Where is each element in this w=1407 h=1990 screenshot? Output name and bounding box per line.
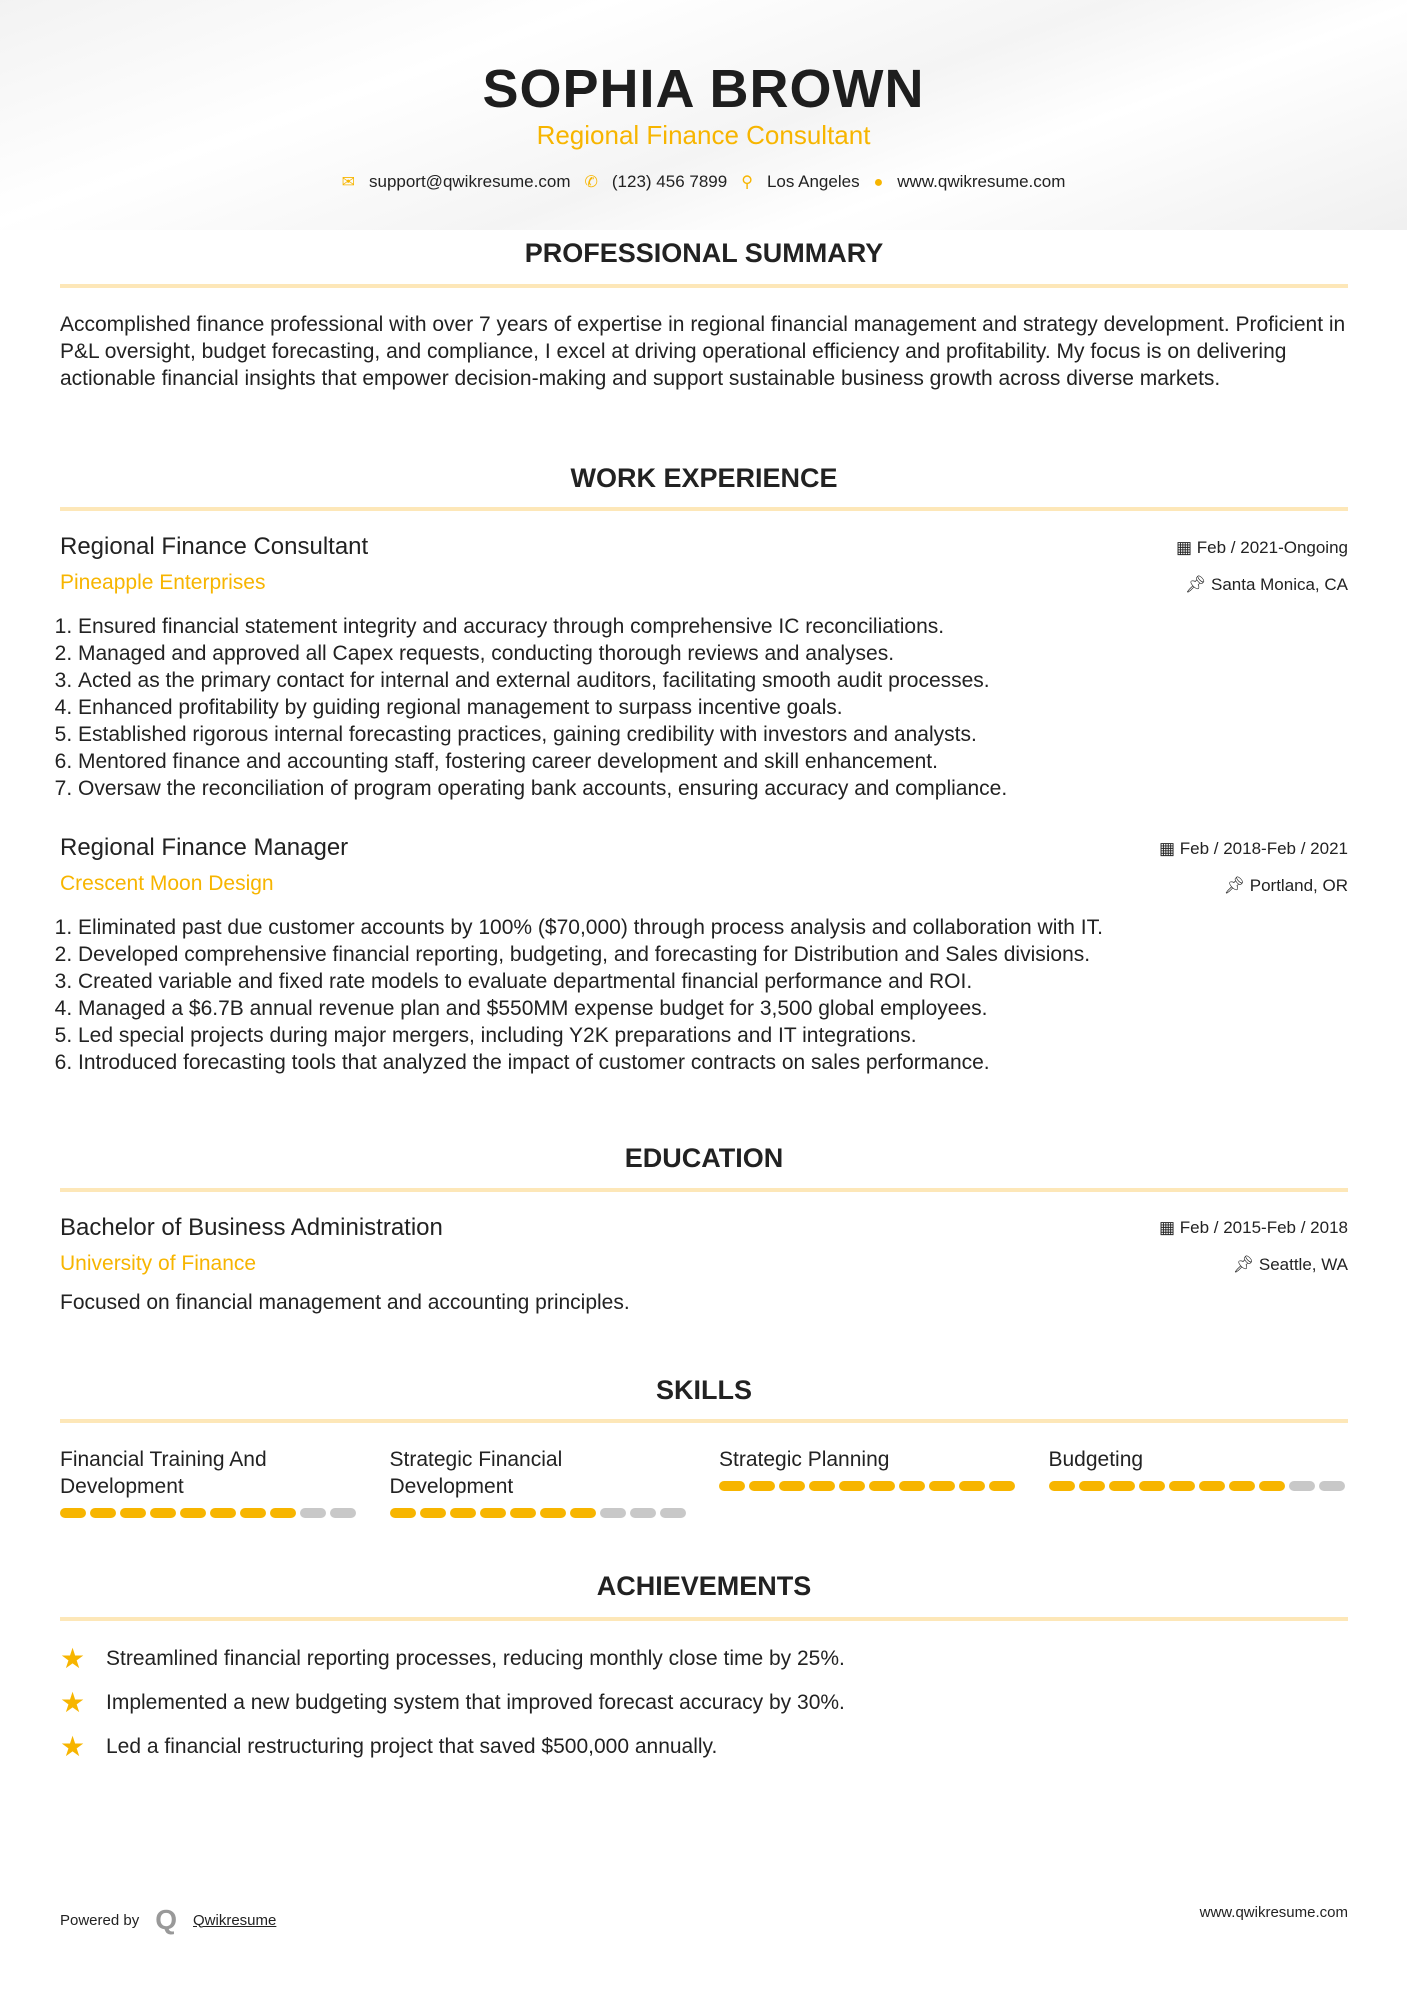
skill-item xyxy=(60,1446,360,1518)
divider xyxy=(60,1617,1348,1621)
education-description: Focused on financial management and accounting principles. xyxy=(60,1291,630,1314)
section-heading-education: EDUCATION xyxy=(624,1143,784,1173)
skill-name: Financial Training And Development xyxy=(60,1448,267,1498)
achievement-item xyxy=(60,1686,845,1719)
section-heading-experience: WORK EXPERIENCE xyxy=(570,463,838,493)
school: University of Finance xyxy=(60,1252,257,1275)
skill-level-dot xyxy=(150,1508,176,1518)
footer-brand xyxy=(60,1904,276,1936)
skill-item xyxy=(1049,1446,1349,1518)
skill-name: Budgeting xyxy=(1048,1448,1144,1471)
globe-icon: ● xyxy=(873,174,884,191)
section-heading-summary: PROFESSIONAL SUMMARY xyxy=(524,238,884,268)
star-icon: ★ xyxy=(60,1687,86,1718)
achievement-text: Led a financial restructuring project that saved $500,000 annually. xyxy=(106,1734,718,1758)
skill-level-dot xyxy=(959,1481,985,1491)
list-item: 5. Led special projects during major mergers, including Y2K preparations and IT integrations. xyxy=(78,1022,1348,1049)
list-item: 6. Introduced forecasting tools that analyzed the impact of customer contracts on sales performance. xyxy=(78,1049,1348,1076)
achievement-text: Implemented a new budgeting system that improved forecast accuracy by 30%. xyxy=(106,1690,845,1714)
dates-text: Feb / 2021-Ongoing xyxy=(1196,538,1348,557)
skill-item xyxy=(719,1446,1019,1518)
skill-level-dot xyxy=(60,1508,86,1518)
skill-level-dot xyxy=(1289,1481,1315,1491)
skill-level-dot xyxy=(660,1508,686,1518)
powered-by-label: Powered by xyxy=(60,1911,140,1929)
candidate-title: Regional Finance Consultant xyxy=(536,120,871,150)
list-item: 3. Created variable and fixed rate models to evaluate departmental financial performance and ROI. xyxy=(78,968,1348,995)
list-item: 6. Mentored finance and accounting staff, fostering career development and skill enhancement. xyxy=(78,748,1348,775)
envelope-icon: ✉ xyxy=(341,174,355,191)
skill-level-dot xyxy=(1319,1481,1345,1491)
skill-rating xyxy=(390,1508,690,1518)
skill-level-dot xyxy=(330,1508,356,1518)
skill-level-dot xyxy=(1079,1481,1105,1491)
list-item: 2. Managed and approved all Capex requests, conducting thorough reviews and analyses. xyxy=(78,640,1348,667)
skill-level-dot xyxy=(420,1508,446,1518)
skill-level-dot xyxy=(300,1508,326,1518)
skill-level-dot xyxy=(839,1481,865,1491)
skill-level-dot xyxy=(1259,1481,1285,1491)
calendar-icon: ▦ xyxy=(1158,839,1180,858)
skill-level-dot xyxy=(1169,1481,1195,1491)
location-text: Portland, OR xyxy=(1249,876,1348,895)
list-item: 3. Acted as the primary contact for internal and external auditors, facilitating smooth audit processes. xyxy=(78,667,1348,694)
degree: Bachelor of Business Administration xyxy=(60,1214,443,1241)
skill-level-dot xyxy=(1109,1481,1135,1491)
skill-level-dot xyxy=(510,1508,536,1518)
skill-level-dot xyxy=(480,1508,506,1518)
skill-level-dot xyxy=(779,1481,805,1491)
skill-item xyxy=(390,1446,690,1518)
pin-icon: 📌︎ xyxy=(1232,1255,1259,1274)
list-item: 4. Managed a $6.7B annual revenue plan and $550MM expense budget for 3,500 global employees. xyxy=(78,995,1348,1022)
skill-rating xyxy=(719,1481,1019,1491)
skill-level-dot xyxy=(929,1481,955,1491)
skill-level-dot xyxy=(749,1481,775,1491)
footer-website[interactable]: www.qwikresume.com xyxy=(1199,1904,1348,1921)
skill-level-dot xyxy=(600,1508,626,1518)
company-name: Crescent Moon Design xyxy=(60,872,274,895)
email-link[interactable]: support@qwikresume.com xyxy=(368,172,571,191)
qwikresume-logo-icon: Q xyxy=(155,1904,177,1935)
skill-level-dot xyxy=(1229,1481,1255,1491)
achievement-text: Streamlined financial reporting processes, reducing monthly close time by 25%. xyxy=(106,1646,845,1670)
skill-level-dot xyxy=(570,1508,596,1518)
education-location xyxy=(1233,1255,1348,1275)
pin-icon: 📌︎ xyxy=(1223,876,1250,895)
pin-icon: 📌︎ xyxy=(1184,575,1211,594)
location-text: Los Angeles xyxy=(766,172,860,191)
skill-rating xyxy=(60,1508,360,1518)
star-icon: ★ xyxy=(60,1643,86,1674)
divider xyxy=(60,1419,1348,1423)
divider xyxy=(60,284,1348,288)
skill-level-dot xyxy=(630,1508,656,1518)
job-dates xyxy=(1176,538,1348,558)
skill-name: Strategic Planning xyxy=(719,1448,890,1471)
skill-level-dot xyxy=(1199,1481,1225,1491)
job-responsibilities xyxy=(60,613,1348,802)
skill-level-dot xyxy=(899,1481,925,1491)
location-text: Santa Monica, CA xyxy=(1210,575,1348,594)
dates-text: Feb / 2015-Feb / 2018 xyxy=(1179,1218,1348,1237)
candidate-name: SOPHIA BROWN xyxy=(482,59,925,119)
company-name: Pineapple Enterprises xyxy=(60,571,266,594)
skill-level-dot xyxy=(390,1508,416,1518)
education-dates xyxy=(1159,1218,1348,1238)
list-item: 2. Developed comprehensive financial reporting, budgeting, and forecasting for Distribution and Sales divisions. xyxy=(78,941,1348,968)
skill-level-dot xyxy=(540,1508,566,1518)
skill-level-dot xyxy=(809,1481,835,1491)
skill-level-dot xyxy=(1049,1481,1075,1491)
phone-icon: ✆ xyxy=(584,174,598,191)
achievement-item xyxy=(60,1730,717,1763)
skill-level-dot xyxy=(240,1508,266,1518)
skill-level-dot xyxy=(719,1481,745,1491)
map-pin-icon: ⚲ xyxy=(741,174,753,191)
list-item: 4. Enhanced profitability by guiding regional management to surpass incentive goals. xyxy=(78,694,1348,721)
star-icon: ★ xyxy=(60,1731,86,1762)
summary-text: Accomplished finance professional with over 7 years of expertise in regional financial management and strategy development. Proficient in P&L oversight, budget forecasting, and compliance, I excel at driving operational efficiency and profitability. My focus is on delivering actionable financial insights that empower decision-making and support sustainable business growth across diverse markets. xyxy=(60,313,1346,390)
brand-link[interactable]: Qwikresume xyxy=(193,1911,277,1929)
skill-level-dot xyxy=(1139,1481,1165,1491)
skill-rating xyxy=(1049,1481,1349,1491)
skill-level-dot xyxy=(450,1508,476,1518)
calendar-icon: ▦ xyxy=(1158,1218,1180,1237)
skill-level-dot xyxy=(869,1481,895,1491)
job-title: Regional Finance Consultant xyxy=(60,533,369,560)
divider xyxy=(60,507,1348,511)
skill-level-dot xyxy=(120,1508,146,1518)
achievement-item xyxy=(60,1642,845,1675)
list-item: 1. Ensured financial statement integrity and accuracy through comprehensive IC reconciliations. xyxy=(78,613,1348,640)
job-location xyxy=(1185,575,1348,595)
section-heading-achievements: ACHIEVEMENTS xyxy=(596,1571,812,1601)
skill-level-dot xyxy=(989,1481,1015,1491)
list-item: 7. Oversaw the reconciliation of program operating bank accounts, ensuring accuracy and compliance. xyxy=(78,775,1348,802)
section-heading-skills: SKILLS xyxy=(655,1375,752,1405)
list-item: 1. Eliminated past due customer accounts by 100% ($70,000) through process analysis and collaboration with IT. xyxy=(78,914,1348,941)
skill-level-dot xyxy=(210,1508,236,1518)
skill-level-dot xyxy=(90,1508,116,1518)
skills-list xyxy=(60,1446,1348,1518)
location-text: Seattle, WA xyxy=(1258,1255,1348,1274)
contact-bar xyxy=(0,172,1407,192)
job-title: Regional Finance Manager xyxy=(60,834,349,861)
divider xyxy=(60,1188,1348,1192)
dates-text: Feb / 2018-Feb / 2021 xyxy=(1179,839,1348,858)
job-location xyxy=(1223,876,1348,896)
skill-level-dot xyxy=(270,1508,296,1518)
phone-text: (123) 456 7899 xyxy=(611,172,728,191)
skill-level-dot xyxy=(180,1508,206,1518)
website-link[interactable]: www.qwikresume.com xyxy=(897,172,1066,191)
job-dates xyxy=(1159,839,1348,859)
calendar-icon: ▦ xyxy=(1175,538,1197,557)
list-item: 5. Established rigorous internal forecasting practices, gaining credibility with investors and analysts. xyxy=(78,721,1348,748)
job-responsibilities xyxy=(60,914,1348,1076)
skill-name: Strategic Financial Development xyxy=(389,1448,563,1498)
